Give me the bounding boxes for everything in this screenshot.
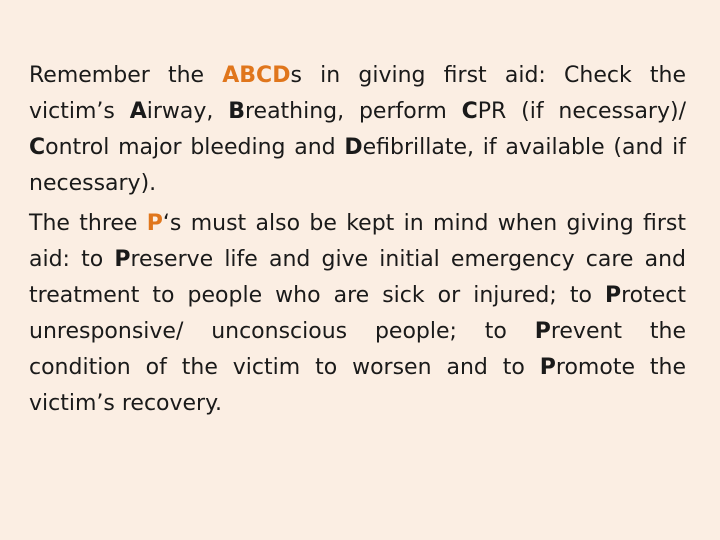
text-segment: s in giving first aid: Check the victim’s <box>29 63 686 124</box>
p-highlight: P <box>146 211 163 236</box>
text-segment: The three <box>29 211 147 236</box>
text-segment: PR (if necessary)/ <box>477 99 686 124</box>
airway-letter: A <box>129 99 147 124</box>
prevent-letter: P <box>534 319 551 344</box>
text-segment: ‘s must also be kept in mind when giving first aid: to <box>29 211 686 272</box>
text-segment: Remember the <box>29 63 223 88</box>
three-ps-paragraph <box>29 206 686 422</box>
promote-letter: P <box>539 355 556 380</box>
text-segment: reathing, perform <box>244 99 462 124</box>
text-segment: irway, <box>146 99 229 124</box>
abcd-paragraph <box>29 58 686 202</box>
defibrillate-letter: D <box>344 135 363 160</box>
text-segment: ontrol major bleeding and <box>45 135 345 160</box>
cpr-letter: C <box>461 99 478 124</box>
preserve-letter: P <box>114 247 131 272</box>
text-segment: romote the victim’s recovery. <box>29 355 687 416</box>
abcd-highlight: ABCD <box>222 63 291 88</box>
protect-letter: P <box>604 283 622 308</box>
text-segment: reserve life and give initial emergency care and treatment to people who are sick or injured; to <box>29 247 687 308</box>
control-letter: C <box>29 135 46 160</box>
text-segment: efibrillate, if available (and if necessary). <box>29 135 686 196</box>
text-segment: rotect unresponsive/ unconscious people; to <box>29 283 686 344</box>
text-segment: revent the condition of the victim to worsen and to <box>29 319 686 380</box>
breathing-letter: B <box>228 99 245 124</box>
